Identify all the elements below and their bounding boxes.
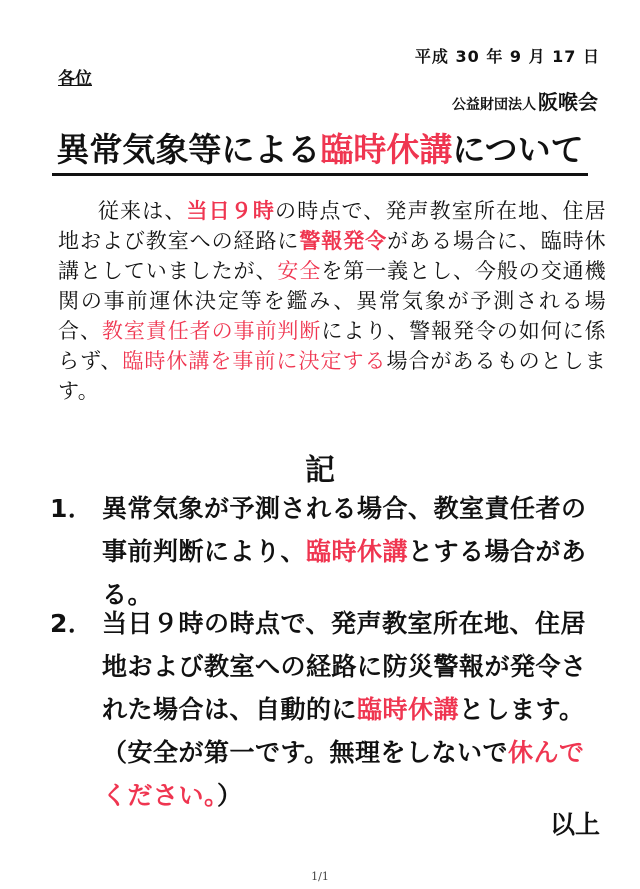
intro-highlight: 当日９時 bbox=[186, 199, 276, 223]
intro-paragraph bbox=[58, 196, 606, 406]
ki-heading: 記 bbox=[305, 453, 335, 488]
page-number: 1/1 bbox=[311, 870, 329, 883]
intro-highlight: 教室責任者の事前判断 bbox=[101, 319, 322, 343]
intro-text: 場合があるものとします。 bbox=[58, 349, 606, 403]
intro-highlight: 臨時休講を事前に決定する bbox=[122, 349, 387, 373]
item-highlight: 臨時休講 bbox=[357, 695, 460, 724]
item-number: 1． bbox=[50, 494, 94, 523]
title-text-2: について bbox=[452, 130, 584, 169]
item-text: とする場合がある。 bbox=[102, 537, 587, 609]
title-text-1: 異常気象等による bbox=[56, 130, 321, 169]
item-highlight: 休んでください。 bbox=[102, 738, 585, 810]
item-highlight: 臨時休講 bbox=[306, 537, 409, 566]
title-highlight: 臨時休講 bbox=[320, 130, 453, 169]
intro-text: の時点で、発声教室所在地、住居地および教室への経路に bbox=[58, 199, 606, 253]
item-text: ） bbox=[217, 781, 243, 810]
item-text: 異常気象が予測される場合、教室責任者の事前判断により、 bbox=[102, 494, 587, 566]
recipient-label: 各位 bbox=[58, 69, 92, 89]
issuer-prefix: 公益財団法人 bbox=[452, 97, 536, 113]
item-text: とします。（安全が第一です。無理をしないで bbox=[102, 695, 585, 767]
list-item bbox=[50, 602, 610, 817]
page-title bbox=[0, 124, 640, 176]
item-text: 当日９時の時点で、発声教室所在地、住居地および教室への経路に防災警報が発令された場合は、自動的に bbox=[102, 609, 587, 724]
issuer bbox=[452, 86, 598, 115]
intro-text: により、警報発令の如何に係らず、 bbox=[58, 319, 607, 373]
item-number: 2． bbox=[50, 609, 94, 638]
intro-text: 従来は、 bbox=[97, 199, 187, 223]
intro-text: がある場合に、臨時休講としていましたが、 bbox=[58, 229, 606, 283]
list-item bbox=[50, 487, 610, 616]
intro-highlight: 警報発令 bbox=[299, 229, 388, 253]
closing-mark: 以上 bbox=[549, 810, 600, 839]
intro-highlight: 安全 bbox=[277, 259, 322, 283]
issuer-name: 阪喉会 bbox=[538, 90, 598, 114]
intro-text: を第一義とし、今般の交通機関の事前運休決定等を鑑み、異常気象が予測される場合、 bbox=[58, 259, 607, 343]
issue-date: 平成 30 年 9 月 17 日 bbox=[414, 47, 600, 66]
